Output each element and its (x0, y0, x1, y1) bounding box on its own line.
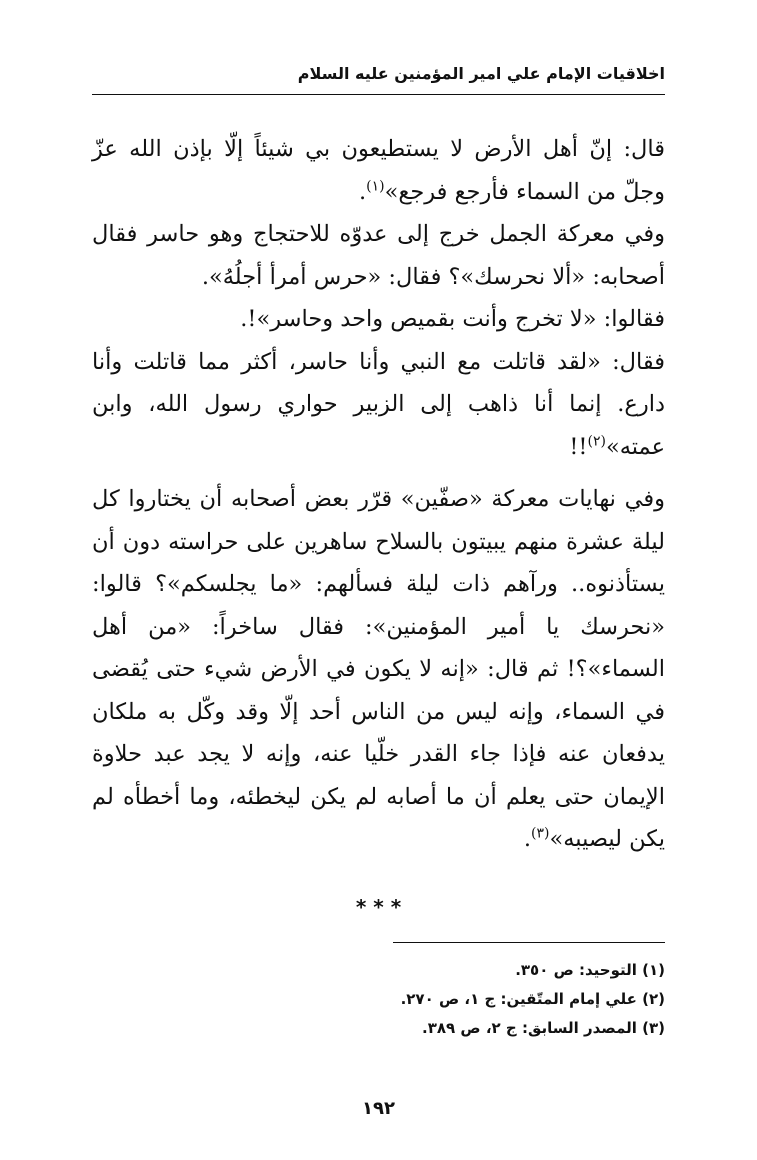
paragraph-5 (92, 478, 665, 861)
footnotes (92, 956, 665, 1043)
paragraph-3: فقالوا: «لا تخرج وأنت بقميص واحد وحاسر»!. (240, 306, 665, 332)
paragraph-2: وفي معركة الجمل خرج إلى عدوّه للاحتجاج وهو حاسر فقال أصحابه: «ألا نحرسك»؟ فقال: «حرس أمرأ أجلُهُ». (92, 221, 665, 290)
paragraph-1-text: قال: إنّ أهل الأرض لا يستطيعون بي شيئاً إلّا بإذن الله عزّ وجلّ من السماء فأرجع فرجع» (92, 136, 665, 205)
footnote-ref-3: (٣) (530, 825, 550, 842)
running-header: اخلاقيات الإمام علي امير المؤمنين عليه السلام (297, 64, 665, 83)
footnote-1: (١) التوحيد: ص ٣٥٠. (515, 961, 665, 979)
section-separator: * * * (355, 895, 402, 919)
paragraph-1-end: . (358, 178, 367, 205)
header-rule (92, 94, 665, 95)
footnote-rule (393, 942, 665, 943)
page-number: ١٩٢ (362, 1098, 395, 1119)
footnote-2: (٢) علي إمام المتّقين: ج ١، ص ٢٧٠. (400, 990, 665, 1008)
paragraph-4 (92, 341, 665, 469)
footnote-ref-2: (٢) (587, 433, 606, 449)
body-text (92, 128, 665, 861)
paragraph-5-end: . (523, 826, 531, 852)
footnote-ref-1: (١) (366, 178, 385, 194)
paragraph-5-text: وفي نهايات معركة «صفّين» قرّر بعض أصحابه أن يختاروا كل ليلة عشرة منهم يبيتون بالسلاح ساهرين على حراسته دون أن يستأذنوه.. ورآهم ذات ليلة فسألهم: «ما يجلسكم»؟ قالوا: «نحرسك يا أمير المؤمنين»: فقال ساخراً: «من أهل السماء»؟! ثم قال: «إنه لا يكون في الأرض شيء حتى يُقضى في السماء، وإنه ليس من الناس أحد إلّا وقد وكّل به ملكان يدفعان عنه فإذا جاء القدر خلّيا عنه، وإنه لا يجد عبد حلاوة الإيمان حتى يعلم أن ما أصابه لم يكن ليخطئه، وما أخطأه لم يكن ليصيبه» (92, 486, 665, 852)
footnote-3: (٣) المصدر السابق: ج ٢، ص ٣٨٩. (422, 1019, 665, 1037)
paragraph-4-end: !! (569, 433, 588, 460)
paragraph-1 (92, 128, 665, 213)
paragraph-4-text: فقال: «لقد قاتلت مع النبي وأنا حاسر، أكثر مما قاتلت وأنا دارع. إنما أنا ذاهب إلى الزبير حواري رسول الله، وابن عمته» (92, 348, 665, 460)
